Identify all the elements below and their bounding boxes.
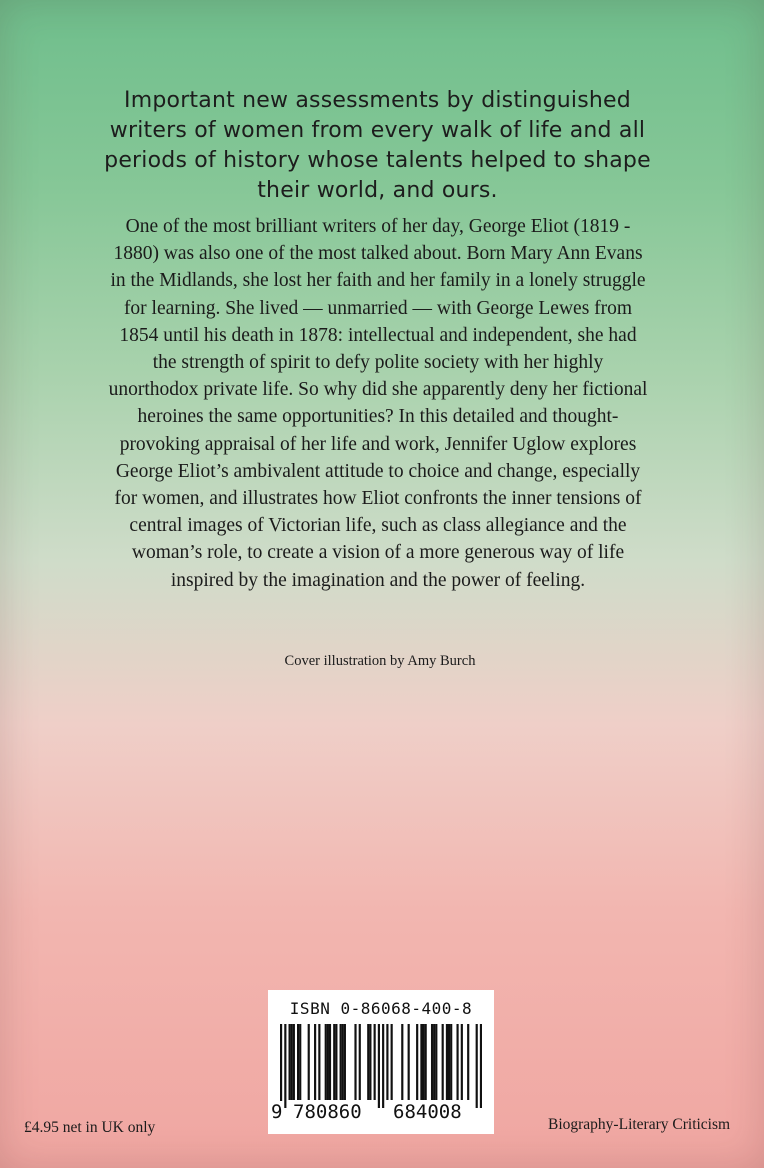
barcode-bar (340, 1024, 342, 1100)
barcode-bar (435, 1024, 437, 1100)
barcode-bar (425, 1024, 427, 1100)
barcode-bar (367, 1024, 369, 1100)
barcode-bar (333, 1024, 335, 1100)
barcode-bars (280, 1024, 482, 1108)
barcode-bar (456, 1024, 458, 1100)
cover-credit: Cover illustration by Amy Burch (284, 653, 476, 669)
barcode-bar (342, 1024, 344, 1100)
barcode-bar (293, 1024, 295, 1100)
barcode-bar (354, 1024, 356, 1100)
barcode-bar (416, 1024, 418, 1100)
barcode-bar (448, 1024, 450, 1100)
barcode-bar (284, 1024, 286, 1108)
barcode-bar (325, 1024, 327, 1100)
barcode-bar (476, 1024, 478, 1108)
barcode-right-group: 684008 (393, 1101, 462, 1123)
barcode-bar (280, 1024, 282, 1108)
barcode-bar (374, 1024, 376, 1100)
barcode-bar (461, 1024, 463, 1100)
barcode-bar (308, 1024, 310, 1100)
barcode-bar (335, 1024, 337, 1100)
barcode-left-group: 780860 (293, 1101, 362, 1123)
barcode-bar (299, 1024, 301, 1100)
price-label: £4.95 net in UK only (24, 1119, 156, 1136)
barcode-bar (433, 1024, 435, 1100)
barcode-bar (420, 1024, 422, 1100)
barcode-bar (382, 1024, 384, 1108)
barcode-bar (431, 1024, 433, 1100)
barcode-bar (291, 1024, 293, 1100)
barcode-bar (344, 1024, 346, 1100)
barcode-bar (327, 1024, 329, 1100)
barcode-bar (408, 1024, 410, 1100)
barcode-bar (450, 1024, 452, 1100)
category-label: Biography-Literary Criticism (548, 1116, 731, 1133)
barcode-digits (268, 1101, 494, 1131)
barcode-bar (401, 1024, 403, 1100)
barcode-bar (318, 1024, 320, 1100)
barcode-bar (378, 1024, 380, 1108)
barcode-bar (422, 1024, 424, 1100)
barcode-bar (314, 1024, 316, 1100)
barcode-bar (467, 1024, 469, 1100)
isbn-label: ISBN 0-86068-400-8 (289, 999, 473, 1018)
barcode-lead-digit: 9 (271, 1101, 283, 1123)
series-blurb: Important new assessments by distinguished writers of women from every walk of life and all periods of history whose talents helped to shape their world, and ours. (104, 88, 651, 203)
barcode-bar (329, 1024, 331, 1100)
barcode-bar (369, 1024, 371, 1100)
book-description: One of the most brilliant writers of her day, George Eliot (1819 - 1880) was also one of the most talked about. Born Mary Ann Evans in the Midlands, she lost her faith and her family in a lonely struggle for learning. She lived — unmarried — with George Lewes from 1854 until his death in 1878: intellectual and independent, she had the strength of spirit to defy polite society with her highly unorthodox private life. So why did she apparently deny her fictional heroines the same opportunities? In this detailed and thought-provoking appraisal of her life and work, Jennifer Uglow explores George Eliot’s ambivalent attitude to choice and change, especially for women, and illustrates how Eliot confronts the inner tensions of central images of Victorian life, such as class allegiance and the woman’s role, to create a vision of a more generous way of life inspired by the imagination and the power of feeling. (108, 216, 648, 591)
barcode-bar (391, 1024, 393, 1100)
barcode-bar (289, 1024, 291, 1100)
barcode-bar (446, 1024, 448, 1100)
barcode-bar (442, 1024, 444, 1100)
barcode-bar (386, 1024, 388, 1100)
barcode-bar (480, 1024, 482, 1108)
barcode-bar (297, 1024, 299, 1100)
barcode-bar (359, 1024, 361, 1100)
barcode-block (268, 990, 494, 1134)
